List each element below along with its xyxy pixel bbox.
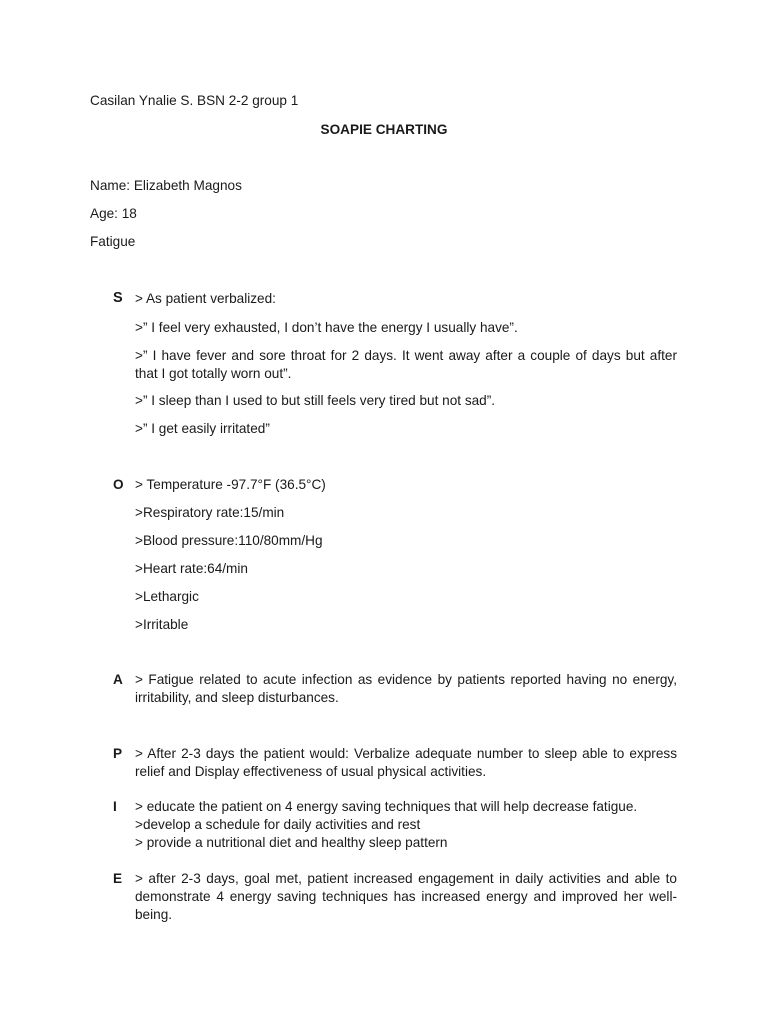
evaluation-text: > after 2-3 days, goal met, patient increased engagement in daily activities and able to demonstrate 4 energy saving techniques has increased energy and improved her well-being. (135, 871, 677, 922)
planning-letter: P (113, 746, 123, 761)
document-title: SOAPIE CHARTING (320, 122, 448, 137)
objective-item: >Lethargic (135, 589, 199, 604)
patient-name: Name: Elizabeth Magnos (90, 178, 242, 193)
planning-text: > After 2-3 days the patient would: Verbalize adequate number to sleep able to express relief and Display effectiveness of usual physical activities. (135, 746, 677, 779)
objective-item: > Temperature -97.7°F (36.5°C) (135, 477, 326, 492)
intervention-line: > educate the patient on 4 energy saving techniques that will help decrease fatigue. (135, 799, 638, 814)
objective-item: >Heart rate:64/min (135, 561, 248, 576)
patient-age: Age: 18 (90, 206, 137, 221)
assessment-letter: A (113, 672, 123, 687)
intervention-line: > provide a nutritional diet and healthy sleep pattern (135, 835, 448, 850)
intervention-line: >develop a schedule for daily activities and rest (135, 817, 421, 832)
subjective-intro: > As patient verbalized: (135, 291, 276, 306)
objective-letter: O (113, 477, 124, 492)
objective-item: >Irritable (135, 617, 189, 632)
objective-item: >Blood pressure:110/80mm/Hg (135, 533, 323, 548)
subjective-letter: S (113, 290, 123, 306)
intervention-letter: I (113, 799, 117, 814)
evaluation-letter: E (113, 871, 123, 886)
subjective-quote: >” I sleep than I used to but still feels very tired but not sad”. (135, 393, 496, 408)
subjective-quote: >” I have fever and sore throat for 2 days. It went away after a couple of days but after that I got totally worn out”. (135, 348, 677, 381)
objective-item: >Respiratory rate:15/min (135, 505, 285, 520)
subjective-quote: >” I get easily irritated” (135, 421, 270, 436)
student-header: Casilan Ynalie S. BSN 2-2 group 1 (90, 93, 299, 108)
assessment-text: > Fatigue related to acute infection as evidence by patients reported having no energy, irritability, and sleep disturbances. (135, 672, 677, 705)
nursing-diagnosis: Fatigue (90, 234, 136, 249)
subjective-quote: >” I feel very exhausted, I don’t have the energy I usually have”. (135, 320, 518, 335)
